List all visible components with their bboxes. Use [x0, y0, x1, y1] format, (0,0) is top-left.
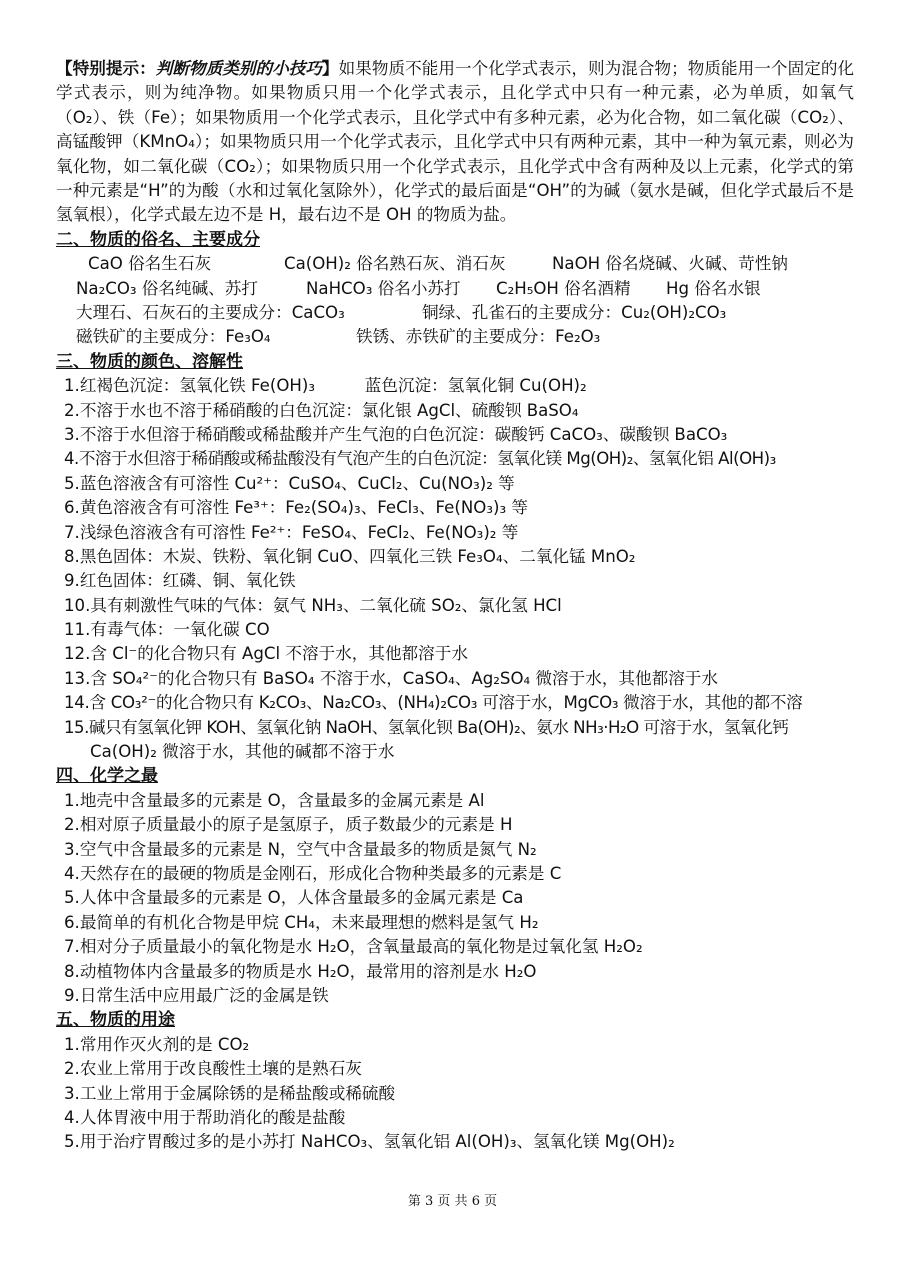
tip-head-title: 判断物质类别的小技巧 [155, 58, 323, 78]
list-item: 11.有毒气体：一氧化碳 CO [64, 620, 270, 640]
list-item: 1.常用作灭火剂的是 CO₂ [64, 1034, 250, 1054]
list-item: 3.空气中含量最多的元素是 N，空气中含量最多的物质是氮气 N₂ [64, 839, 537, 859]
page-number-footer: 第 3 页 共 6 页 [407, 1194, 498, 1209]
tip-head-open: 【特别提示： [56, 59, 156, 78]
list-item: 7.浅绿色溶液含有可溶性 Fe²⁺：FeSO₄、FeCl₂、Fe(NO₃)₂ 等 [64, 522, 519, 542]
common-name-row [56, 277, 854, 301]
section4-heading: 四、化学之最 [56, 766, 158, 787]
list-item: 2.不溶于水也不溶于稀硝酸的白色沉淀：氯化银 AgCl、硫酸钡 BaSO₄ [64, 400, 579, 420]
list-item: 2.相对原子质量最小的原子是氢原子，质子数最少的元素是 H [64, 815, 513, 835]
list-item: 2.农业上常用于改良酸性土壤的是熟石灰 [64, 1059, 362, 1079]
list-item: 4.天然存在的最硬的物质是金刚石，形成化合物种类最多的元素是 C [64, 864, 562, 883]
list-item: 9.红色固体：红磷、铜、氧化铁 [64, 571, 296, 591]
list-item: 8.动植物体内含量最多的物质是水 H₂O，最常用的溶剂是水 H₂O [64, 961, 537, 981]
list-item: 15.碱只有氢氧化钾 KOH、氢氧化钠 NaOH、氢氧化钡 Ba(OH)₂、氨水 NH₃·H₂O 可溶于水，氢氧化钙 [64, 717, 789, 737]
list-item: 3.不溶于水但溶于稀硝酸或稀盐酸并产生气泡的白色沉淀：碳酸钙 CaCO₃、碳酸钡 BaCO₃ [64, 424, 728, 444]
main-component-item: 磁铁矿的主要成分：Fe₃O₄ [76, 327, 271, 347]
section2-heading: 二、物质的俗名、主要成分 [56, 229, 260, 250]
list-item-continuation: Ca(OH)₂ 微溶于水，其他的碱都不溶于水 [90, 742, 395, 762]
common-name-item: Hg 俗名水银 [666, 278, 761, 298]
list-item: 1.地壳中含量最多的元素是 O，含量最多的金属元素是 Al [64, 790, 485, 810]
common-name-item: Ca(OH)₂ 俗名熟石灰、消石灰 [284, 254, 506, 274]
section3-heading: 三、物质的颜色、溶解性 [56, 351, 243, 372]
main-component-row [56, 301, 854, 325]
common-name-row [56, 252, 854, 276]
list-item: 4.不溶于水但溶于稀硝酸或稀盐酸没有气泡产生的白色沉淀：氢氧化镁 Mg(OH)₂、氢氧化铝 Al(OH)₃ [64, 449, 776, 469]
list-item: 14.含 CO₃²⁻的化合物只有 K₂CO₃、Na₂CO₃、(NH₄)₂CO₃ 可溶于水，MgCO₃ 微溶于水，其他的都不溶 [64, 693, 803, 713]
tip-head-close: 】 [322, 59, 339, 78]
list-item: 5.人体中含量最多的元素是 O，人体含量最多的金属元素是 Ca [64, 888, 524, 908]
common-name-item: C₂H₅OH 俗名酒精 [496, 278, 631, 298]
main-component-item: 铁锈、赤铁矿的主要成分：Fe₂O₃ [356, 327, 601, 347]
list-item: 10.具有刺激性气味的气体：氨气 NH₃、二氧化硫 SO₂、氯化氢 HCl [64, 595, 562, 615]
special-tip-paragraph [56, 56, 854, 228]
list-item: 6.黄色溶液含有可溶性 Fe³⁺：Fe₂(SO₄)₃、FeCl₃、Fe(NO₃)₃ 等 [64, 498, 528, 518]
common-name-item: NaOH 俗名烧碱、火碱、苛性钠 [552, 254, 788, 274]
main-component-row [56, 325, 854, 349]
common-name-item: Na₂CO₃ 俗名纯碱、苏打 [76, 278, 258, 298]
list-item: 4.人体胃液中用于帮助消化的酸是盐酸 [64, 1107, 346, 1127]
document-content [56, 56, 854, 1155]
common-name-item: CaO 俗名生石灰 [88, 254, 212, 274]
list-item: 9.日常生活中应用最广泛的金属是铁 [64, 985, 329, 1005]
list-item: 8.黑色固体：木炭、铁粉、氧化铜 CuO、四氧化三铁 Fe₃O₄、二氧化锰 MnO₂ [64, 546, 636, 566]
tip-body: 如果物质不能用一个化学式表示，则为混合物；物质能用一个固定的化学式表示，则为纯净物。如果物质只用一个化学式表示，且化学式中只有一种元素，必为单质，如氧气（O₂）、铁（Fe）；如果物质用一个化学式表示，且化学式中有多种元素，必为化合物，如二氧化碳（CO₂）、高锰酸钾（KMnO₄）；如果物质只用一个化学式表示，且化学式中只有两种元素，其中一种为氧元素，则必为氧化物，如二氧化碳（CO₂）；如果物质只用一个化学式表示，且化学式中含有两种及以上元素，化学式的第一种元素是“H”的为酸（水和过氧化氢除外），化学式的最后面是“OH”的为碱（氨水是碱，但化学式最后不是氢氧根），化学式最左边不是 H，最右边不是 OH 的物质为盐。 [56, 59, 855, 225]
list-item: 1.红褐色沉淀：氢氧化铁 Fe(OH)₃ 蓝色沉淀：氢氧化铜 Cu(OH)₂ [64, 376, 587, 396]
list-item: 13.含 SO₄²⁻的化合物只有 BaSO₄ 不溶于水，CaSO₄、Ag₂SO₄ 微溶于水，其他都溶于水 [64, 668, 718, 688]
list-item: 5.蓝色溶液含有可溶性 Cu²⁺：CuSO₄、CuCl₂、Cu(NO₃)₂ 等 [64, 473, 515, 493]
section5-heading: 五、物质的用途 [56, 1010, 175, 1031]
list-item: 6.最简单的有机化合物是甲烷 CH₄，未来最理想的燃料是氢气 H₂ [64, 912, 539, 932]
list-item: 3.工业上常用于金属除锈的是稀盐酸或稀硫酸 [64, 1083, 396, 1103]
list-item: 12.含 Cl⁻的化合物只有 AgCl 不溶于水，其他都溶于水 [64, 644, 468, 664]
list-item: 5.用于治疗胃酸过多的是小苏打 NaHCO₃、氢氧化铝 Al(OH)₃、氢氧化镁 Mg(OH)₂ [64, 1132, 675, 1152]
main-component-item: 铜绿、孔雀石的主要成分：Cu₂(OH)₂CO₃ [422, 303, 727, 323]
common-name-item: NaHCO₃ 俗名小苏打 [306, 278, 461, 298]
main-component-item: 大理石、石灰石的主要成分：CaCO₃ [76, 303, 345, 323]
list-item: 7.相对分子质量最小的氧化物是水 H₂O，含氧量最高的氧化物是过氧化氢 H₂O₂ [64, 937, 643, 957]
